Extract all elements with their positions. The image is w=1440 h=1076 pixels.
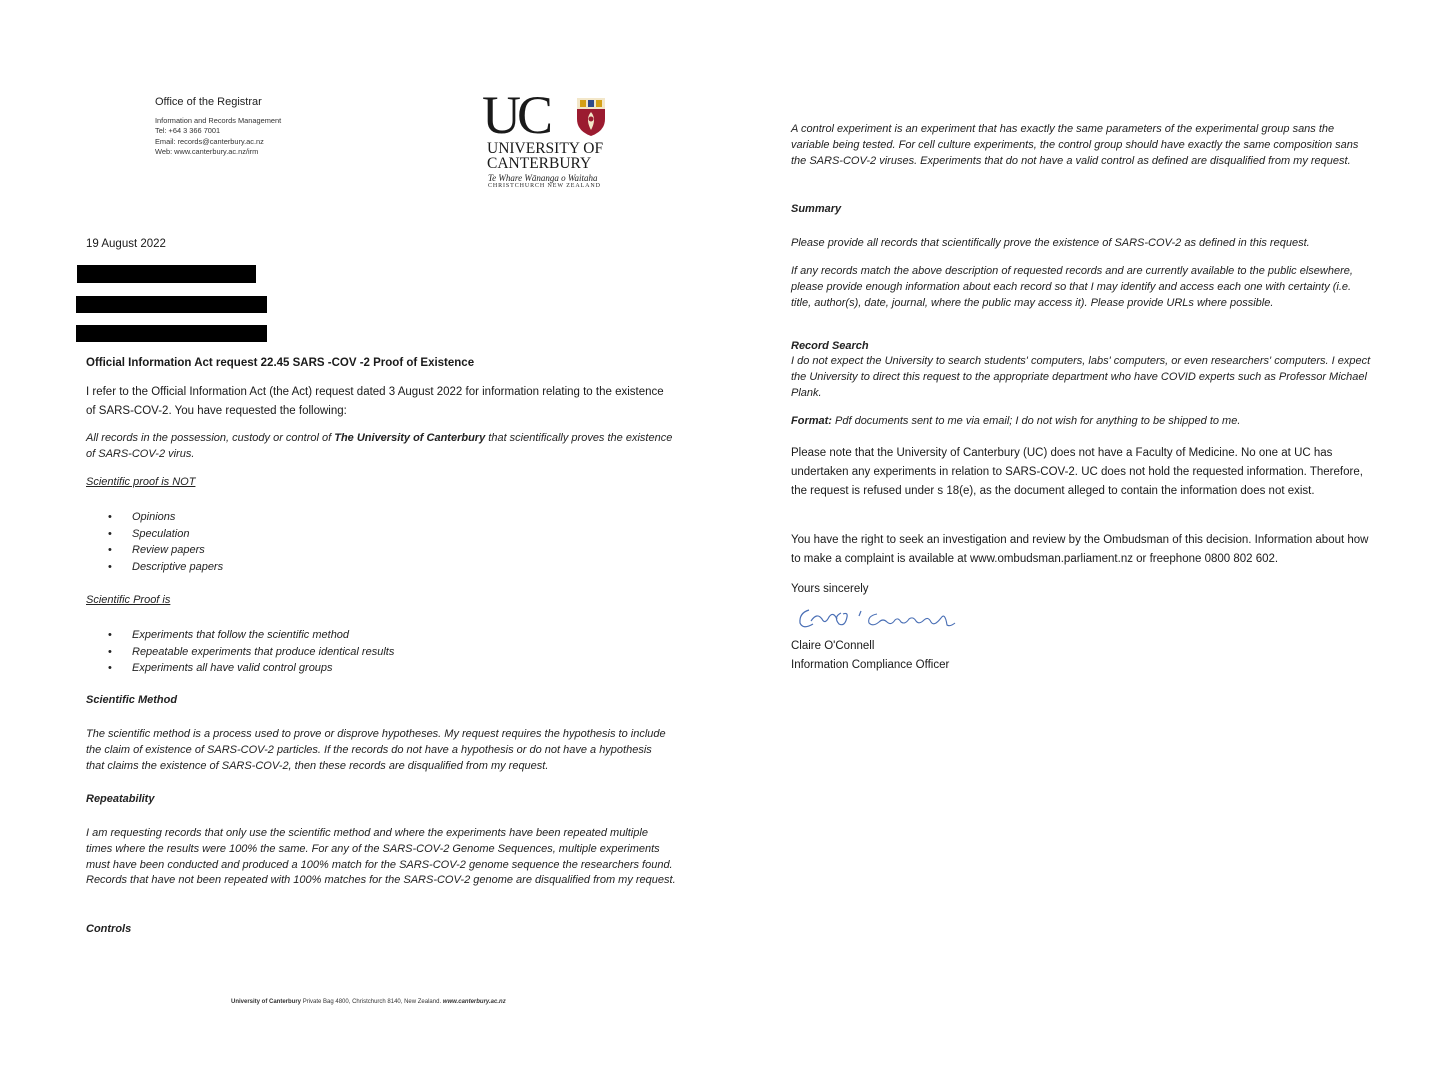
review-paragraph: You have the right to seek an investigation and review by the Ombudsman of this decision. Information about how to make a complaint is available at www.ombudsman.parliament.nz or freephone 0800 802 602. — [791, 534, 1369, 565]
format-text: Pdf documents sent to me via email; I do not wish for anything to be shipped to me. — [831, 415, 1241, 427]
request-paragraph — [86, 431, 676, 463]
record-search-paragraph: I do not expect the University to search students' computers, labs' computers, or even researchers' computers. I expect the University to direct this request to the appropriate department who have COVID experts such as Professor Michael Plank. — [791, 355, 1371, 399]
not-proof-list — [86, 509, 586, 575]
list-item: • Descriptive papers — [86, 559, 586, 576]
proof-list — [86, 627, 646, 677]
format-paragraph — [791, 414, 1376, 430]
signer-title: Information Compliance Officer — [791, 659, 950, 671]
format-label: Format: — [791, 415, 832, 427]
response-paragraph: Please note that the University of Canterbury (UC) does not have a Faculty of Medicine. No one at UC has undertaken any experiments in relation to SARS-COV-2. UC does not hold the requested information. Therefore, the request is refused under s 18(e), as the document alleged to contain the information does not exist. — [791, 447, 1363, 497]
repeatability-heading: Repeatability — [86, 793, 155, 805]
letter-date: 19 August 2022 — [86, 238, 166, 250]
repeatability-paragraph: I am requesting records that only use the scientific method and where the experiments have been repeated multiple times where the results were 100% the same. For any of the SARS-COV-2 Genome Sequences, multiple experiments must have been conducted and produced a 100% match for the SARS-COV-2 genome sequence the researchers found. Records that have not been repeated with 100% matches for the SARS-COV-2 genome are disqualified from my request. — [86, 827, 676, 887]
controls-paragraph: A control experiment is an experiment that has exactly the same parameters of the experimental group sans the variable being tested. For cell culture experiments, the control group should have exactly the same composition sans the SARS-COV-2 viruses. Experiments that do not have a valid control as defined are disqualified from my request. — [791, 123, 1359, 167]
contact-details — [155, 116, 281, 157]
list-item: • Repeatable experiments that produce identical results — [86, 644, 646, 661]
method-paragraph: The scientific method is a process used to prove or disprove hypotheses. My request requires the hypothesis to include the claim of existence of SARS-COV-2 particles. If the records do not have a hypothesis or do not have a hypothesis that claims the existence of SARS-COV-2, then these records are disqualified from my request. — [86, 728, 666, 772]
intro-paragraph: I refer to the Official Information Act (the Act) request dated 3 August 2022 for information relating to the existence of SARS-COV-2. You have requested the following: — [86, 386, 664, 417]
page-footer — [231, 999, 506, 1005]
list-item: • Experiments all have valid control groups — [86, 660, 646, 677]
signature-icon — [795, 603, 960, 635]
university-logo — [482, 85, 617, 189]
crest-icon — [576, 97, 606, 137]
office-title: Office of the Registrar — [155, 96, 262, 108]
summary-paragraph-2: If any records match the above description of requested records and are currently available to the public elsewhere, please provide enough information about each record so that I may identify and access each one with certainty (i.e. title, author(s), date, journal, where the public may access it). Please provide URLs where possible. — [791, 265, 1353, 309]
proof-heading: Scientific Proof is — [86, 594, 171, 606]
list-item: • Review papers — [86, 542, 586, 559]
logo-line-1: UNIVERSITY OF — [487, 140, 604, 157]
logo-initials: UC — [482, 85, 550, 145]
summary-paragraph-1: Please provide all records that scientifically prove the existence of SARS-COV-2 as defined in this request. — [791, 237, 1310, 249]
signer-name: Claire O'Connell — [791, 640, 875, 652]
redacted-block — [77, 265, 256, 283]
list-item: • Opinions — [86, 509, 586, 526]
footer-org: University of Canterbury — [231, 999, 302, 1005]
footer-address: Private Bag 4800, Christchurch 8140, New Zealand. — [301, 999, 443, 1005]
list-item: • Experiments that follow the scientific method — [86, 627, 646, 644]
letter-subject: Official Information Act request 22.45 SARS -COV -2 Proof of Existence — [86, 357, 475, 369]
list-item: • Speculation — [86, 526, 586, 543]
request-org: The University of Canterbury — [334, 432, 486, 444]
logo-city: CHRISTCHURCH NEW ZEALAND — [488, 183, 601, 189]
closing: Yours sincerely — [791, 583, 869, 595]
redacted-block — [76, 325, 267, 342]
contact-line: Information and Records Management — [155, 116, 282, 125]
logo-maori-name: Te Whare Wānanga o Waitaha — [488, 173, 598, 183]
request-text: that scientifically proves the existence of SARS-COV-2 virus. — [86, 432, 673, 460]
not-proof-heading: Scientific proof is NOT — [86, 476, 196, 488]
summary-heading: Summary — [791, 203, 842, 215]
contact-line: Tel: +64 3 366 7001 — [155, 126, 221, 136]
logo-line-2: CANTERBURY — [487, 155, 592, 172]
contact-line: Web: www.canterbury.ac.nz/irm — [155, 146, 259, 156]
contact-line: Email: records@canterbury.ac.nz — [155, 136, 264, 146]
footer-web: www.canterbury.ac.nz — [442, 999, 506, 1005]
record-search-heading: Record Search — [791, 340, 869, 352]
redacted-block — [76, 296, 267, 313]
controls-heading: Controls — [86, 923, 132, 935]
method-heading: Scientific Method — [86, 694, 178, 706]
request-text: All records in the possession, custody or control of — [86, 432, 335, 444]
